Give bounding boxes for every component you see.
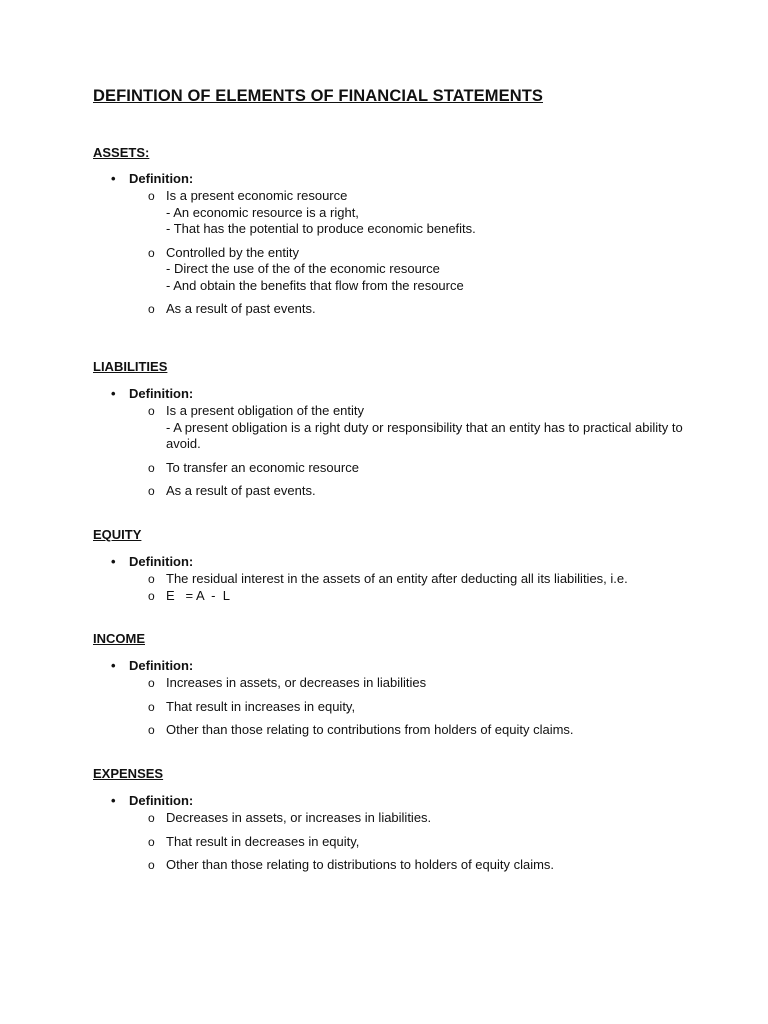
item-text: As a result of past events.	[166, 301, 316, 316]
item-text: - Direct the use of the of the economic resource	[166, 261, 440, 276]
item-text: Is a present economic resource	[166, 188, 348, 203]
equation-text: E = A - L	[166, 587, 230, 603]
item-text: To transfer an economic resource	[166, 459, 359, 475]
list-item	[148, 483, 693, 500]
document-title: DEFINTION OF ELEMENTS OF FINANCIAL STATEMENTS	[93, 87, 543, 105]
section-assets	[93, 145, 693, 318]
bullet-icon: •	[111, 554, 116, 569]
bullet-icon: •	[111, 793, 116, 808]
bullet-icon: •	[111, 171, 116, 186]
sub-bullet-icon: o	[148, 811, 155, 825]
section-income	[93, 631, 693, 739]
item-text: - An economic resource is a right,	[166, 204, 359, 220]
definition-label: Definition:	[129, 171, 194, 186]
list-item	[148, 675, 693, 692]
sub-bullet-icon: o	[148, 189, 155, 203]
list-item	[148, 244, 693, 295]
item-text: Other than those relating to contributions from holders of equity claims.	[166, 722, 574, 737]
item-text: Decreases in assets, or increases in liabilities.	[166, 810, 432, 825]
list-item	[148, 698, 693, 716]
list-item	[148, 403, 693, 453]
item-text: - And obtain the benefits that flow from the resource	[166, 277, 464, 293]
definition-row	[107, 171, 693, 187]
definition-label: Definition:	[129, 386, 194, 401]
definition-row	[107, 386, 693, 402]
bullet-icon: •	[111, 386, 116, 401]
section-equity	[93, 527, 693, 604]
item-text: That result in increases in equity,	[166, 698, 356, 714]
item-text: Other than those relating to distributions to holders of equity claims.	[166, 857, 555, 872]
sub-bullet-icon: o	[148, 302, 155, 316]
sub-bullet-icon: o	[148, 460, 155, 475]
definition-label: Definition:	[129, 658, 194, 673]
section-heading: EQUITY	[93, 527, 142, 542]
sub-bullet-icon: o	[148, 572, 155, 586]
item-text: As a result of past events.	[166, 483, 316, 498]
list-item	[148, 459, 693, 477]
item-text: That result in decreases in equity,	[166, 833, 360, 849]
list-item	[148, 301, 693, 318]
sub-bullet-icon: o	[148, 699, 155, 714]
sub-bullet-icon: o	[148, 245, 155, 260]
definition-row	[107, 793, 693, 809]
list-item	[148, 857, 693, 874]
list-item	[148, 722, 693, 739]
item-text: - A present obligation is a right duty or responsibility that an entity has to practical ability to avoid.	[166, 419, 683, 451]
sub-bullet-icon: o	[148, 834, 155, 849]
section-heading: LIABILITIES	[93, 359, 168, 374]
list-item	[148, 188, 693, 238]
sub-bullet-icon: o	[148, 404, 155, 418]
sub-bullet-icon: o	[148, 588, 155, 603]
item-text: Is a present obligation of the entity	[166, 403, 365, 418]
list-item	[148, 587, 693, 605]
bullet-icon: •	[111, 658, 116, 673]
section-heading: ASSETS:	[93, 145, 150, 160]
item-text: Controlled by the entity	[166, 244, 299, 260]
section-heading: EXPENSES	[93, 766, 164, 781]
list-item	[148, 571, 693, 588]
item-text: Increases in assets, or decreases in liabilities	[166, 675, 427, 690]
definition-row	[107, 554, 693, 570]
list-item	[148, 810, 693, 827]
item-text: - That has the potential to produce economic benefits.	[166, 221, 476, 236]
definition-label: Definition:	[129, 554, 194, 569]
section-liabilities	[93, 359, 693, 500]
definition-row	[107, 658, 693, 674]
item-text: The residual interest in the assets of an entity after deducting all its liabilities, i.e.	[166, 571, 628, 586]
list-item	[148, 833, 693, 851]
section-expenses	[93, 766, 693, 874]
sub-bullet-icon: o	[148, 723, 155, 737]
sub-bullet-icon: o	[148, 858, 155, 872]
sub-bullet-icon: o	[148, 484, 155, 498]
sub-bullet-icon: o	[148, 676, 155, 690]
section-heading: INCOME	[93, 631, 145, 646]
definition-label: Definition:	[129, 793, 194, 808]
